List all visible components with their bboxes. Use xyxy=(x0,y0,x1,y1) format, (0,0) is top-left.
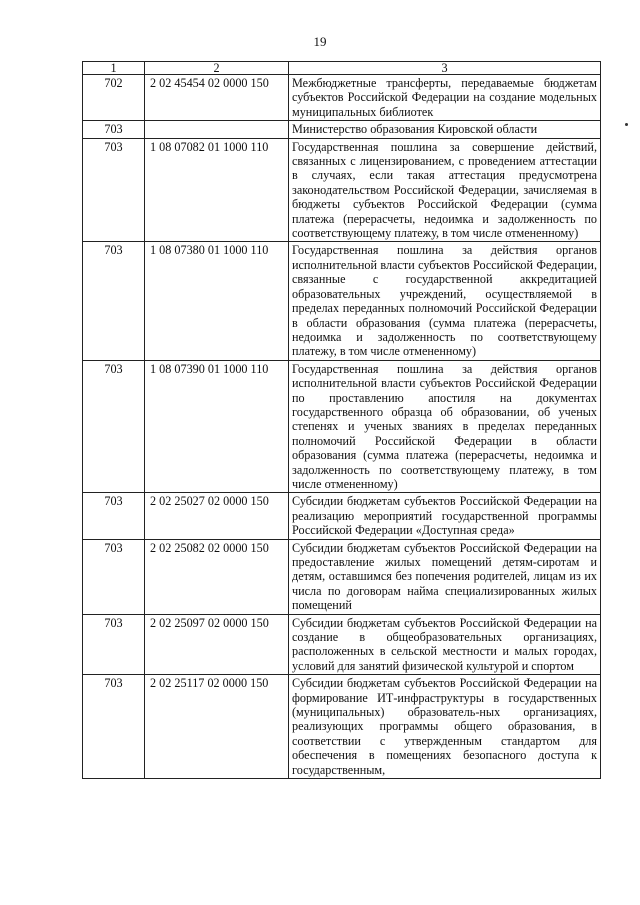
admin-code-cell: 703 xyxy=(83,360,145,493)
revenue-name-cell: Субсидии бюджетам субъектов Российской Федерации на создание в общеобразовательных организациях, расположенных в сельской местности и малых городах, условий для занятий физической культурой и спортом xyxy=(289,614,601,675)
admin-code-cell: 703 xyxy=(83,493,145,539)
table-row xyxy=(83,242,601,360)
header-col-2: 2 xyxy=(145,62,289,75)
table-row xyxy=(83,493,601,539)
revenue-code-cell: 2 02 45454 02 0000 150 xyxy=(145,75,289,121)
admin-code-cell: 703 xyxy=(83,242,145,360)
admin-code-cell: 703 xyxy=(83,675,145,779)
revenue-name-cell: Государственная пошлина за действия органов исполнительной власти субъектов Российской Федерации, связанные с государственной аккредитацией образовательных учреждений, осуществляемой в пределах переданных полномочий Российской Федерации в области образования (сумма платежа (перерасчеты, недоимка и задолженность по соответствующему платежу, в том числе отмененному) xyxy=(289,242,601,360)
admin-code-cell: 703 xyxy=(83,121,145,138)
table-row xyxy=(83,121,601,138)
revenue-name-cell: Государственная пошлина за совершение действий, связанных с лицензированием, с проведением аттестации в случаях, если такая аттестация предусмотрена законодательством Российской Федерации, зачисляемая в бюджеты субъектов Российской Федерации (сумма платежа (перерасчеты, недоимка и задолженность по соответствующему платежу, в том числе отмененному) xyxy=(289,138,601,242)
revenue-code-cell: 1 08 07380 01 1000 110 xyxy=(145,242,289,360)
revenue-code-cell: 1 08 07082 01 1000 110 xyxy=(145,138,289,242)
table-row xyxy=(83,539,601,614)
table-header-row xyxy=(83,62,601,75)
admin-code-cell: 702 xyxy=(83,75,145,121)
revenue-name-cell: Субсидии бюджетам субъектов Российской Федерации на предоставление жилых помещений детям-сиротам и детям, оставшимся без попечения родителей, лицам из их числа по договорам найма специализированных жилых помещений xyxy=(289,539,601,614)
revenue-code-cell: 2 02 25082 02 0000 150 xyxy=(145,539,289,614)
header-col-1: 1 xyxy=(83,62,145,75)
admin-code-cell: 703 xyxy=(83,539,145,614)
admin-code-cell: 703 xyxy=(83,138,145,242)
revenue-name-cell: Субсидии бюджетам субъектов Российской Федерации на формирование ИТ-инфраструктуры в государственных (муниципальных) образователь-ных организациях, реализующих программы общего образования, в соответствии с утвержденным стандартом для обеспечения в помещениях безопасного доступа к государственным, xyxy=(289,675,601,779)
page-number: 19 xyxy=(313,34,327,49)
admin-code-cell: 703 xyxy=(83,614,145,675)
revenue-name-cell: Субсидии бюджетам субъектов Российской Федерации на реализацию мероприятий государственной программы Российской Федерации «Доступная среда» xyxy=(289,493,601,539)
revenue-code-cell: 1 08 07390 01 1000 110 xyxy=(145,360,289,493)
revenue-codes-table xyxy=(82,61,601,779)
table-row xyxy=(83,614,601,675)
table-row xyxy=(83,75,601,121)
table-row xyxy=(83,675,601,779)
table-row xyxy=(83,138,601,242)
table-row xyxy=(83,360,601,493)
revenue-name-cell: Межбюджетные трансферты, передаваемые бюджетам субъектов Российской Федерации на создание модельных муниципальных библиотек xyxy=(289,75,601,121)
header-col-3: 3 xyxy=(289,62,601,75)
revenue-name-cell: Министерство образования Кировской области xyxy=(289,121,601,138)
revenue-code-cell: 2 02 25027 02 0000 150 xyxy=(145,493,289,539)
revenue-code-cell: 2 02 25097 02 0000 150 xyxy=(145,614,289,675)
revenue-code-cell xyxy=(145,121,289,138)
revenue-name-cell: Государственная пошлина за действия органов исполнительной власти субъектов Российской Федерации по проставлению апостиля на документах государственного образца об образовании, об ученых степенях и ученых званиях в пределах переданных полномочий Российской Федерации в области образования (сумма платежа (перерасчеты, недоимка и задолженность по соответствующему платежу, в том числе отмененному) xyxy=(289,360,601,493)
scan-speck xyxy=(625,123,628,126)
revenue-code-cell: 2 02 25117 02 0000 150 xyxy=(145,675,289,779)
